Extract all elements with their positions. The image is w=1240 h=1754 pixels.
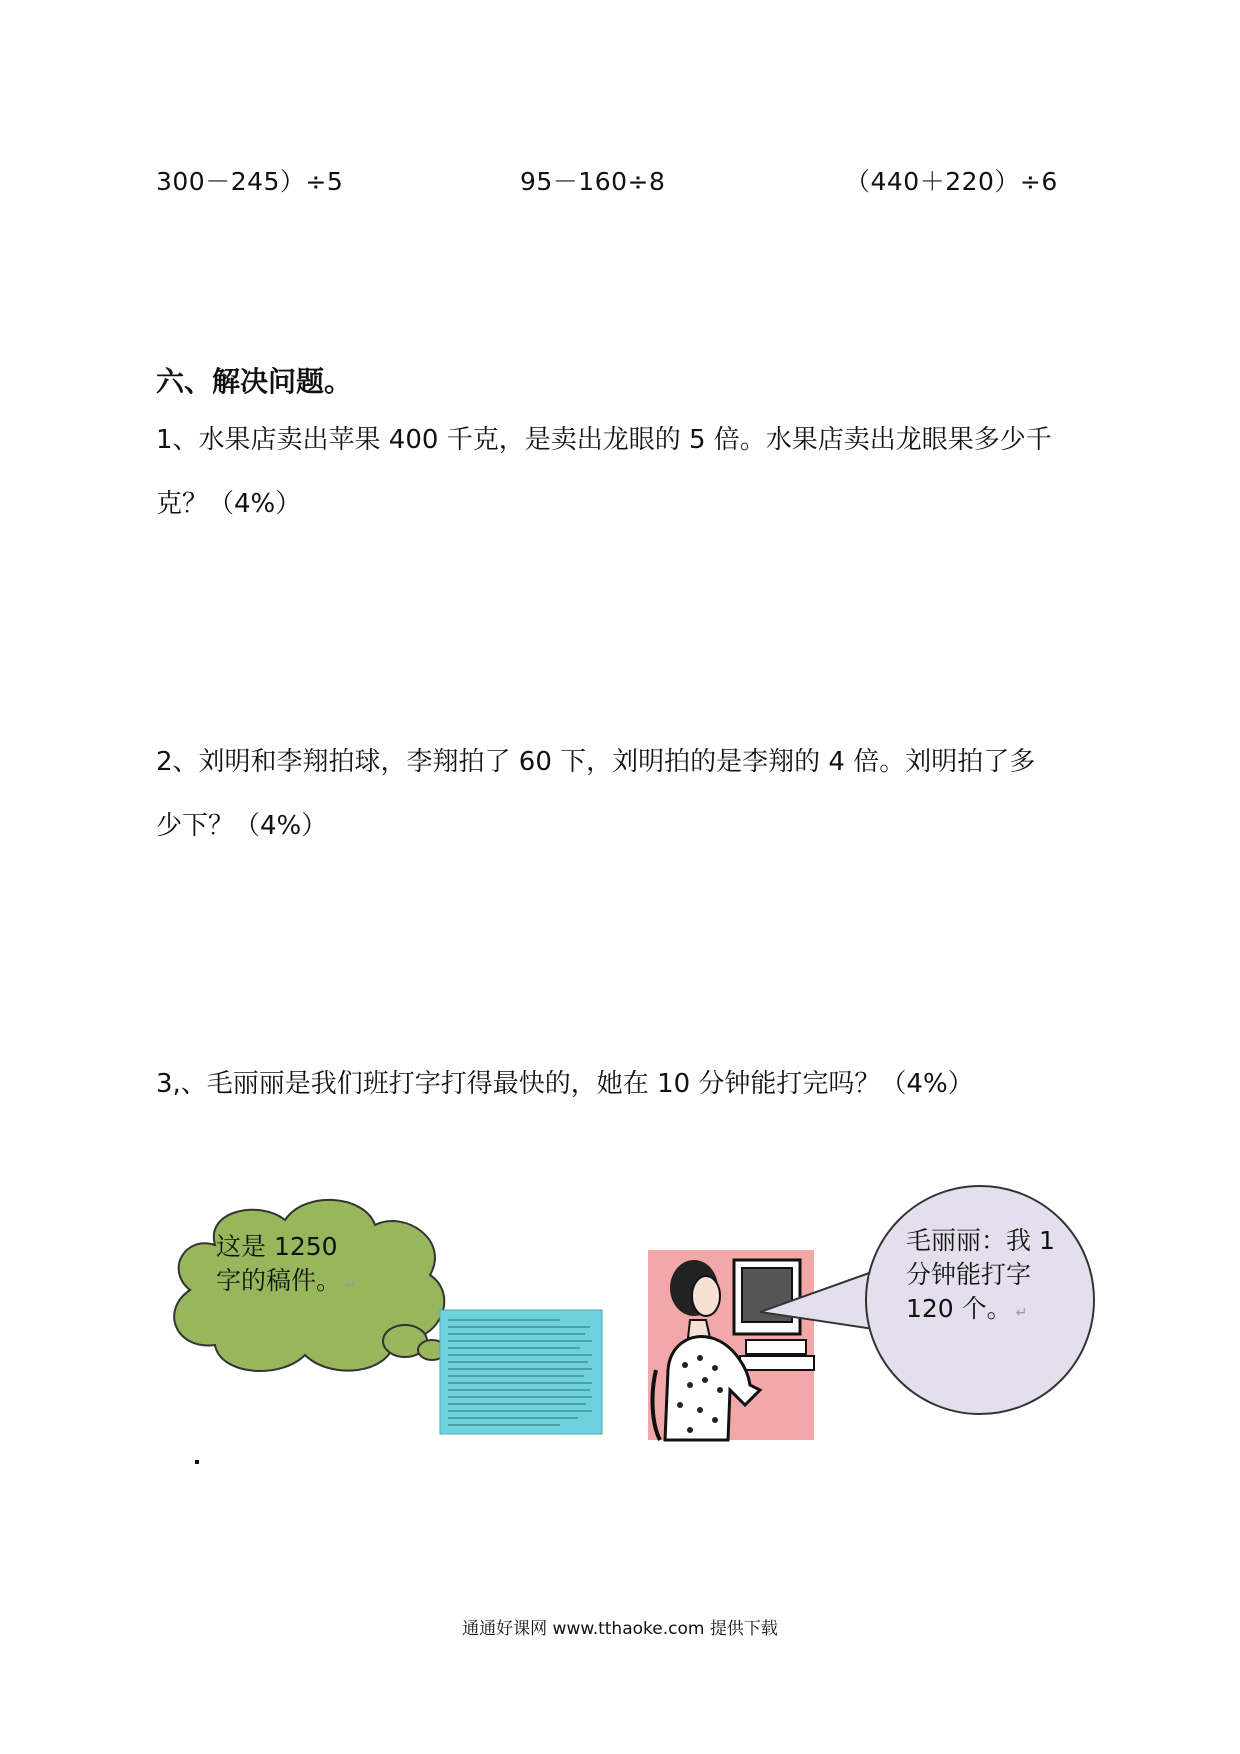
problem-1-line2: 克？（4%） [156, 489, 302, 519]
problem-1-line1: 1、水果店卖出苹果 400 千克，是卖出龙眼的 5 倍。水果店卖出龙眼果多少千 [156, 425, 1052, 455]
expression-3: （440＋220）÷6 [845, 167, 1058, 196]
typist-image [648, 1250, 814, 1440]
stray-dot [195, 1460, 199, 1464]
speech-line2: 分钟能打字 [906, 1260, 1032, 1289]
thought-bubble-text [216, 1230, 357, 1302]
speech-line3: 120 个。 [906, 1294, 1012, 1323]
problem-2-line1: 2、刘明和李翔拍球，李翔拍了 60 下，刘明拍的是李翔的 4 倍。刘明拍了多 [156, 747, 1036, 777]
thought-line1: 这是 1250 [216, 1232, 338, 1261]
section-title: 六、解决问题。 [156, 365, 353, 398]
expression-1: 300－245）÷5 [156, 167, 344, 196]
paragraph-mark-icon: ↵ [345, 1277, 357, 1293]
expression-2: 95－160÷8 [520, 167, 666, 196]
problem-2-line2: 少下？（4%） [156, 811, 328, 841]
thought-line2: 字的稿件。 [216, 1266, 342, 1295]
problem-3-line1: 3,、毛丽丽是我们班打字打得最快的，她在 10 分钟能打完吗？（4%） [156, 1069, 974, 1099]
speech-line1: 毛丽丽：我 1 [906, 1226, 1055, 1255]
problem-2 [156, 730, 1035, 858]
illustration [0, 1180, 1240, 1480]
footer: 通通好课网 www.tthaoke.com 提供下载 [462, 1619, 778, 1639]
problem-3 [156, 1052, 974, 1116]
problem-1 [156, 408, 1052, 536]
paragraph-mark-icon: ↵ [1015, 1305, 1028, 1321]
document-image [440, 1310, 602, 1434]
speech-bubble-text [906, 1224, 1055, 1330]
